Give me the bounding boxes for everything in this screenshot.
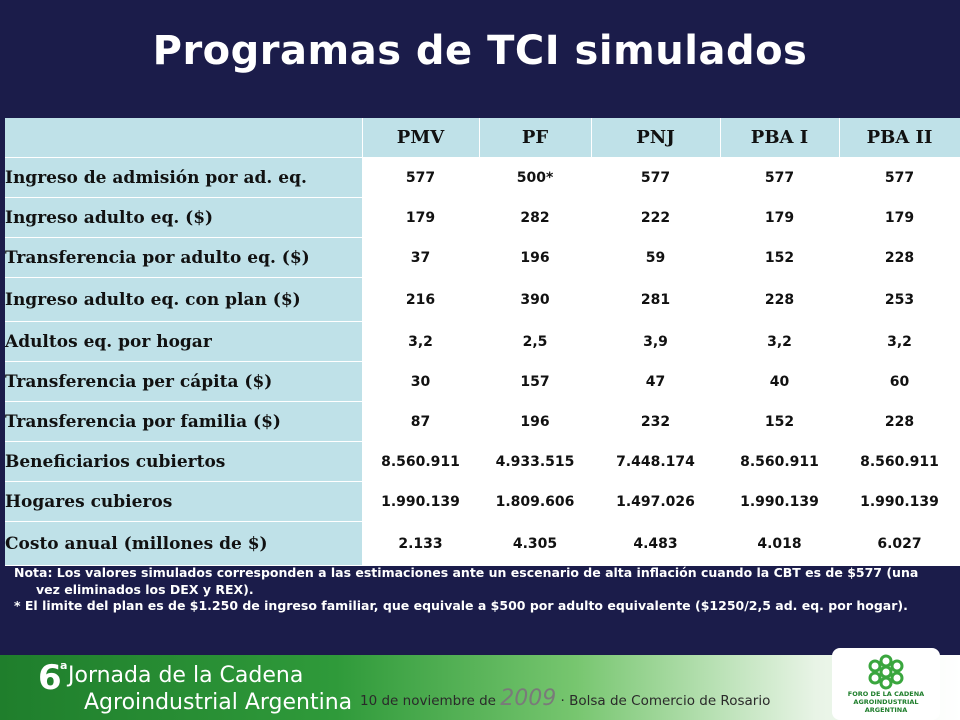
- table-cell: 8.560.911: [720, 442, 839, 482]
- date-year: 2009: [500, 686, 557, 711]
- table-cell: 179: [720, 198, 839, 238]
- table-row: [5, 158, 960, 198]
- row-label: Transferencia per cápita ($): [5, 362, 362, 402]
- row-label: Transferencia por familia ($): [5, 402, 362, 442]
- table-cell: 390: [479, 278, 591, 322]
- table-cell: 8.560.911: [839, 442, 960, 482]
- table-cell: 222: [591, 198, 720, 238]
- table-header-row: [5, 118, 960, 158]
- table-cell: 232: [591, 402, 720, 442]
- table-cell: 152: [720, 238, 839, 278]
- row-label: Ingreso de admisión por ad. eq.: [5, 158, 362, 198]
- table-row: [5, 522, 960, 566]
- table-row: [5, 322, 960, 362]
- table-cell: 37: [362, 238, 479, 278]
- table-cell: 157: [479, 362, 591, 402]
- column-header: PMV: [362, 118, 479, 158]
- data-table: [5, 118, 960, 566]
- column-header: PF: [479, 118, 591, 158]
- row-label: Adultos eq. por hogar: [5, 322, 362, 362]
- column-header: PBA II: [839, 118, 960, 158]
- table-cell: 2.133: [362, 522, 479, 566]
- table-cell: 196: [479, 402, 591, 442]
- table-cell: 4.305: [479, 522, 591, 566]
- table-cell: 1.990.139: [720, 482, 839, 522]
- foro-logo: [832, 648, 940, 720]
- event-title-line2: Agroindustrial Argentina: [84, 690, 353, 715]
- table-cell: 40: [720, 362, 839, 402]
- date-prefix: 10 de noviembre de: [360, 693, 501, 709]
- table-cell: 6.027: [839, 522, 960, 566]
- table-cell: 1.809.606: [479, 482, 591, 522]
- row-label: Costo anual (millones de $): [5, 522, 362, 566]
- edition-suffix: a: [60, 659, 68, 672]
- table-row: [5, 442, 960, 482]
- table-cell: 4.933.515: [479, 442, 591, 482]
- table-cell: 60: [839, 362, 960, 402]
- row-label: Ingreso adulto eq. con plan ($): [5, 278, 362, 322]
- table-cell: 4.483: [591, 522, 720, 566]
- table-cell: 152: [720, 402, 839, 442]
- table-cell: 87: [362, 402, 479, 442]
- event-date: [360, 686, 770, 711]
- table-cell: 228: [839, 238, 960, 278]
- table-cell: 179: [362, 198, 479, 238]
- footnotes: [14, 565, 944, 615]
- table-row: [5, 238, 960, 278]
- table-corner-cell: [5, 118, 362, 158]
- column-header: PBA I: [720, 118, 839, 158]
- table-cell: 1.990.139: [839, 482, 960, 522]
- table-cell: 3,2: [839, 322, 960, 362]
- table-cell: 281: [591, 278, 720, 322]
- table-cell: 577: [591, 158, 720, 198]
- table-cell: 1.990.139: [362, 482, 479, 522]
- table-cell: 577: [362, 158, 479, 198]
- slide-title: Programas de TCI simulados: [152, 28, 808, 74]
- date-suffix: · Bolsa de Comercio de Rosario: [556, 693, 771, 709]
- event-title-line1: Jornada de la Cadena: [68, 663, 304, 688]
- table-cell: 282: [479, 198, 591, 238]
- table-row: [5, 402, 960, 442]
- table-cell: 500*: [479, 158, 591, 198]
- edition-number: 6: [38, 658, 62, 698]
- table-cell: 216: [362, 278, 479, 322]
- table-cell: 1.497.026: [591, 482, 720, 522]
- table-row: [5, 278, 960, 322]
- table-cell: 30: [362, 362, 479, 402]
- table-cell: 59: [591, 238, 720, 278]
- table-cell: 8.560.911: [362, 442, 479, 482]
- table-cell: 3,9: [591, 322, 720, 362]
- table-cell: 7.448.174: [591, 442, 720, 482]
- table-cell: 179: [839, 198, 960, 238]
- table-cell: 253: [839, 278, 960, 322]
- table-cell: 4.018: [720, 522, 839, 566]
- row-label: Transferencia por adulto eq. ($): [5, 238, 362, 278]
- row-label: Hogares cubieros: [5, 482, 362, 522]
- table-row: [5, 482, 960, 522]
- table-cell: 577: [839, 158, 960, 198]
- flower-logo-icon: [856, 652, 916, 692]
- row-label: Ingreso adulto eq. ($): [5, 198, 362, 238]
- table-cell: 228: [839, 402, 960, 442]
- logo-text: FORO DE LA CADENA AGROINDUSTRIAL ARGENTINA: [847, 690, 925, 714]
- table-cell: 47: [591, 362, 720, 402]
- note-text: Nota: Los valores simulados corresponden a las estimaciones ante un escenario de alta inflación cuando la CBT es de $577 (una vez eliminados los DEX y REX).: [14, 565, 919, 597]
- table-cell: 228: [720, 278, 839, 322]
- table-row: [5, 198, 960, 238]
- table-cell: 3,2: [362, 322, 479, 362]
- footer-banner: [0, 655, 960, 720]
- column-header: PNJ: [591, 118, 720, 158]
- table-cell: 196: [479, 238, 591, 278]
- table-row: [5, 362, 960, 402]
- table-cell: 2,5: [479, 322, 591, 362]
- table-cell: 577: [720, 158, 839, 198]
- note-text: * El limite del plan es de $1.250 de ingreso familiar, que equivale a $500 por adulto equivalente ($1250/2,5 ad. eq. por hogar).: [14, 598, 908, 613]
- table-cell: 3,2: [720, 322, 839, 362]
- row-label: Beneficiarios cubiertos: [5, 442, 362, 482]
